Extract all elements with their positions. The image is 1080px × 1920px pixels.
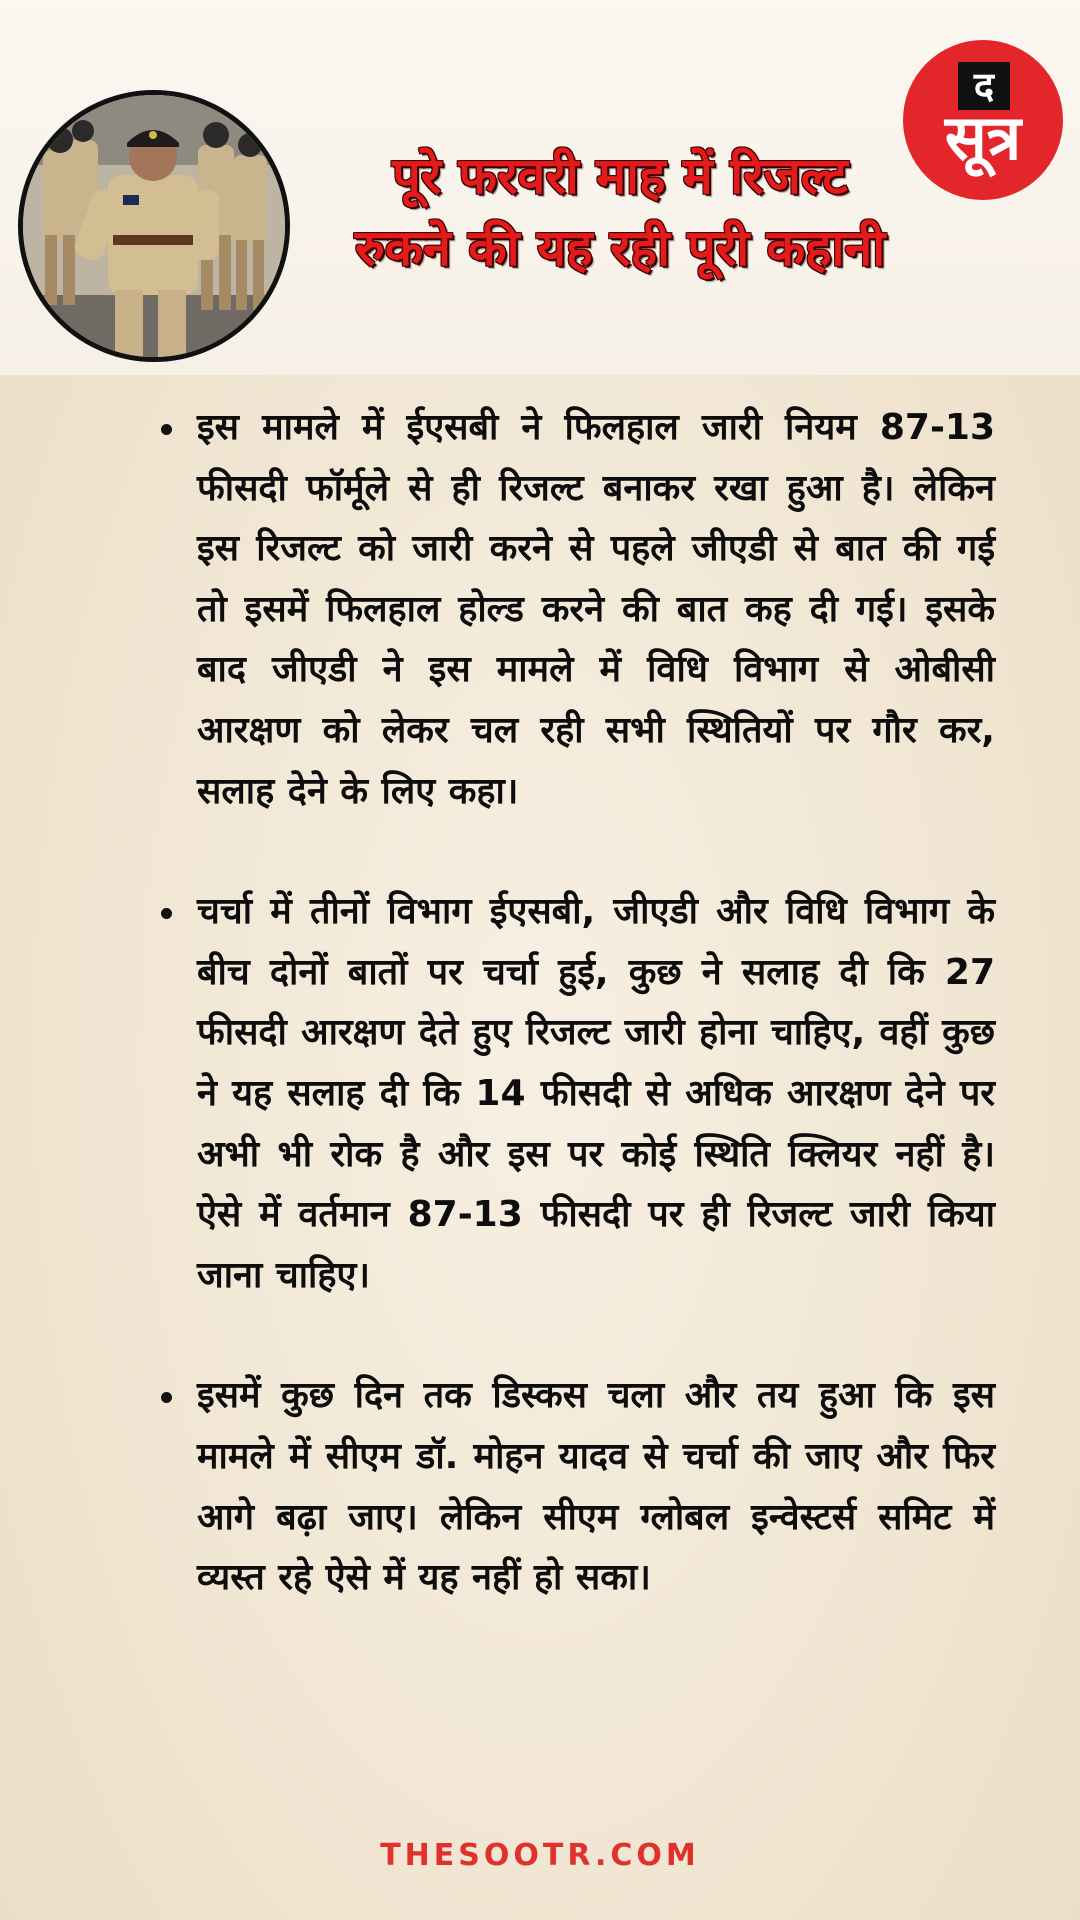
headline-line-1: पूरे फरवरी माह में रिजल्ट [392, 147, 848, 205]
logo-box-letter: द [958, 62, 1010, 110]
list-item [155, 1366, 995, 1608]
bullet-text: चर्चा में तीनों विभाग ईएसबी, जीएडी और विधि विभाग के बीच दोनों बातों पर चर्चा हुई, कुछ ने सलाह दी कि 27 फीसदी आरक्षण देते हुए रिजल्ट जारी होना चाहिए, वहीं कुछ ने यह सलाह दी कि 14 फीसदी से अधिक आरक्षण देने पर अभी भी रोक है और इस पर कोई स्थिति क्लियर नहीं है। ऐसे में वर्तमान 87-13 फीसदी पर ही रिजल्ट जारी किया जाना चाहिए। [197, 891, 995, 1296]
bullet-text: इसमें कुछ दिन तक डिस्कस चला और तय हुआ कि इस मामले में सीएम डॉ. मोहन यादव से चर्चा की जाए और फिर आगे बढ़ा जाए। लेकिन सीएम ग्लोबल इन्वेस्टर्स समिट में व्यस्त रहे ऐसे में यह नहीं हो सका। [197, 1375, 995, 1599]
bullet-dot-icon [161, 908, 172, 919]
thesootr-logo [903, 40, 1063, 200]
headline [270, 140, 970, 284]
footer-site-link[interactable]: THESOOTR.COM [380, 1838, 700, 1873]
article-body [155, 398, 995, 1669]
bullet-text: इस मामले में ईएसबी ने फिलहाल जारी नियम 87-13 फीसदी फॉर्मूले से ही रिजल्ट बनाकर रखा हुआ है। लेकिन इस रिजल्ट को जारी करने से पहले जीएडी से बात की गई तो इसमें फिलहाल होल्ड करने की बात कह दी गई। इसके बाद जीएडी ने इस मामले में विधि विभाग से ओबीसी आरक्षण को लेकर चल रही सभी स्थितियों पर गौर कर, सलाह देने के लिए कहा। [197, 407, 995, 812]
police-officers-photo [18, 90, 290, 362]
header [0, 0, 1080, 375]
bullet-dot-icon [161, 424, 172, 435]
logo-word: सूत्र [944, 101, 1022, 174]
bullet-dot-icon [161, 1392, 172, 1403]
list-item [155, 882, 995, 1306]
list-item [155, 398, 995, 822]
photo-illustration [23, 95, 285, 357]
headline-line-2: रुकने की यह रही पूरी कहानी [354, 219, 886, 277]
